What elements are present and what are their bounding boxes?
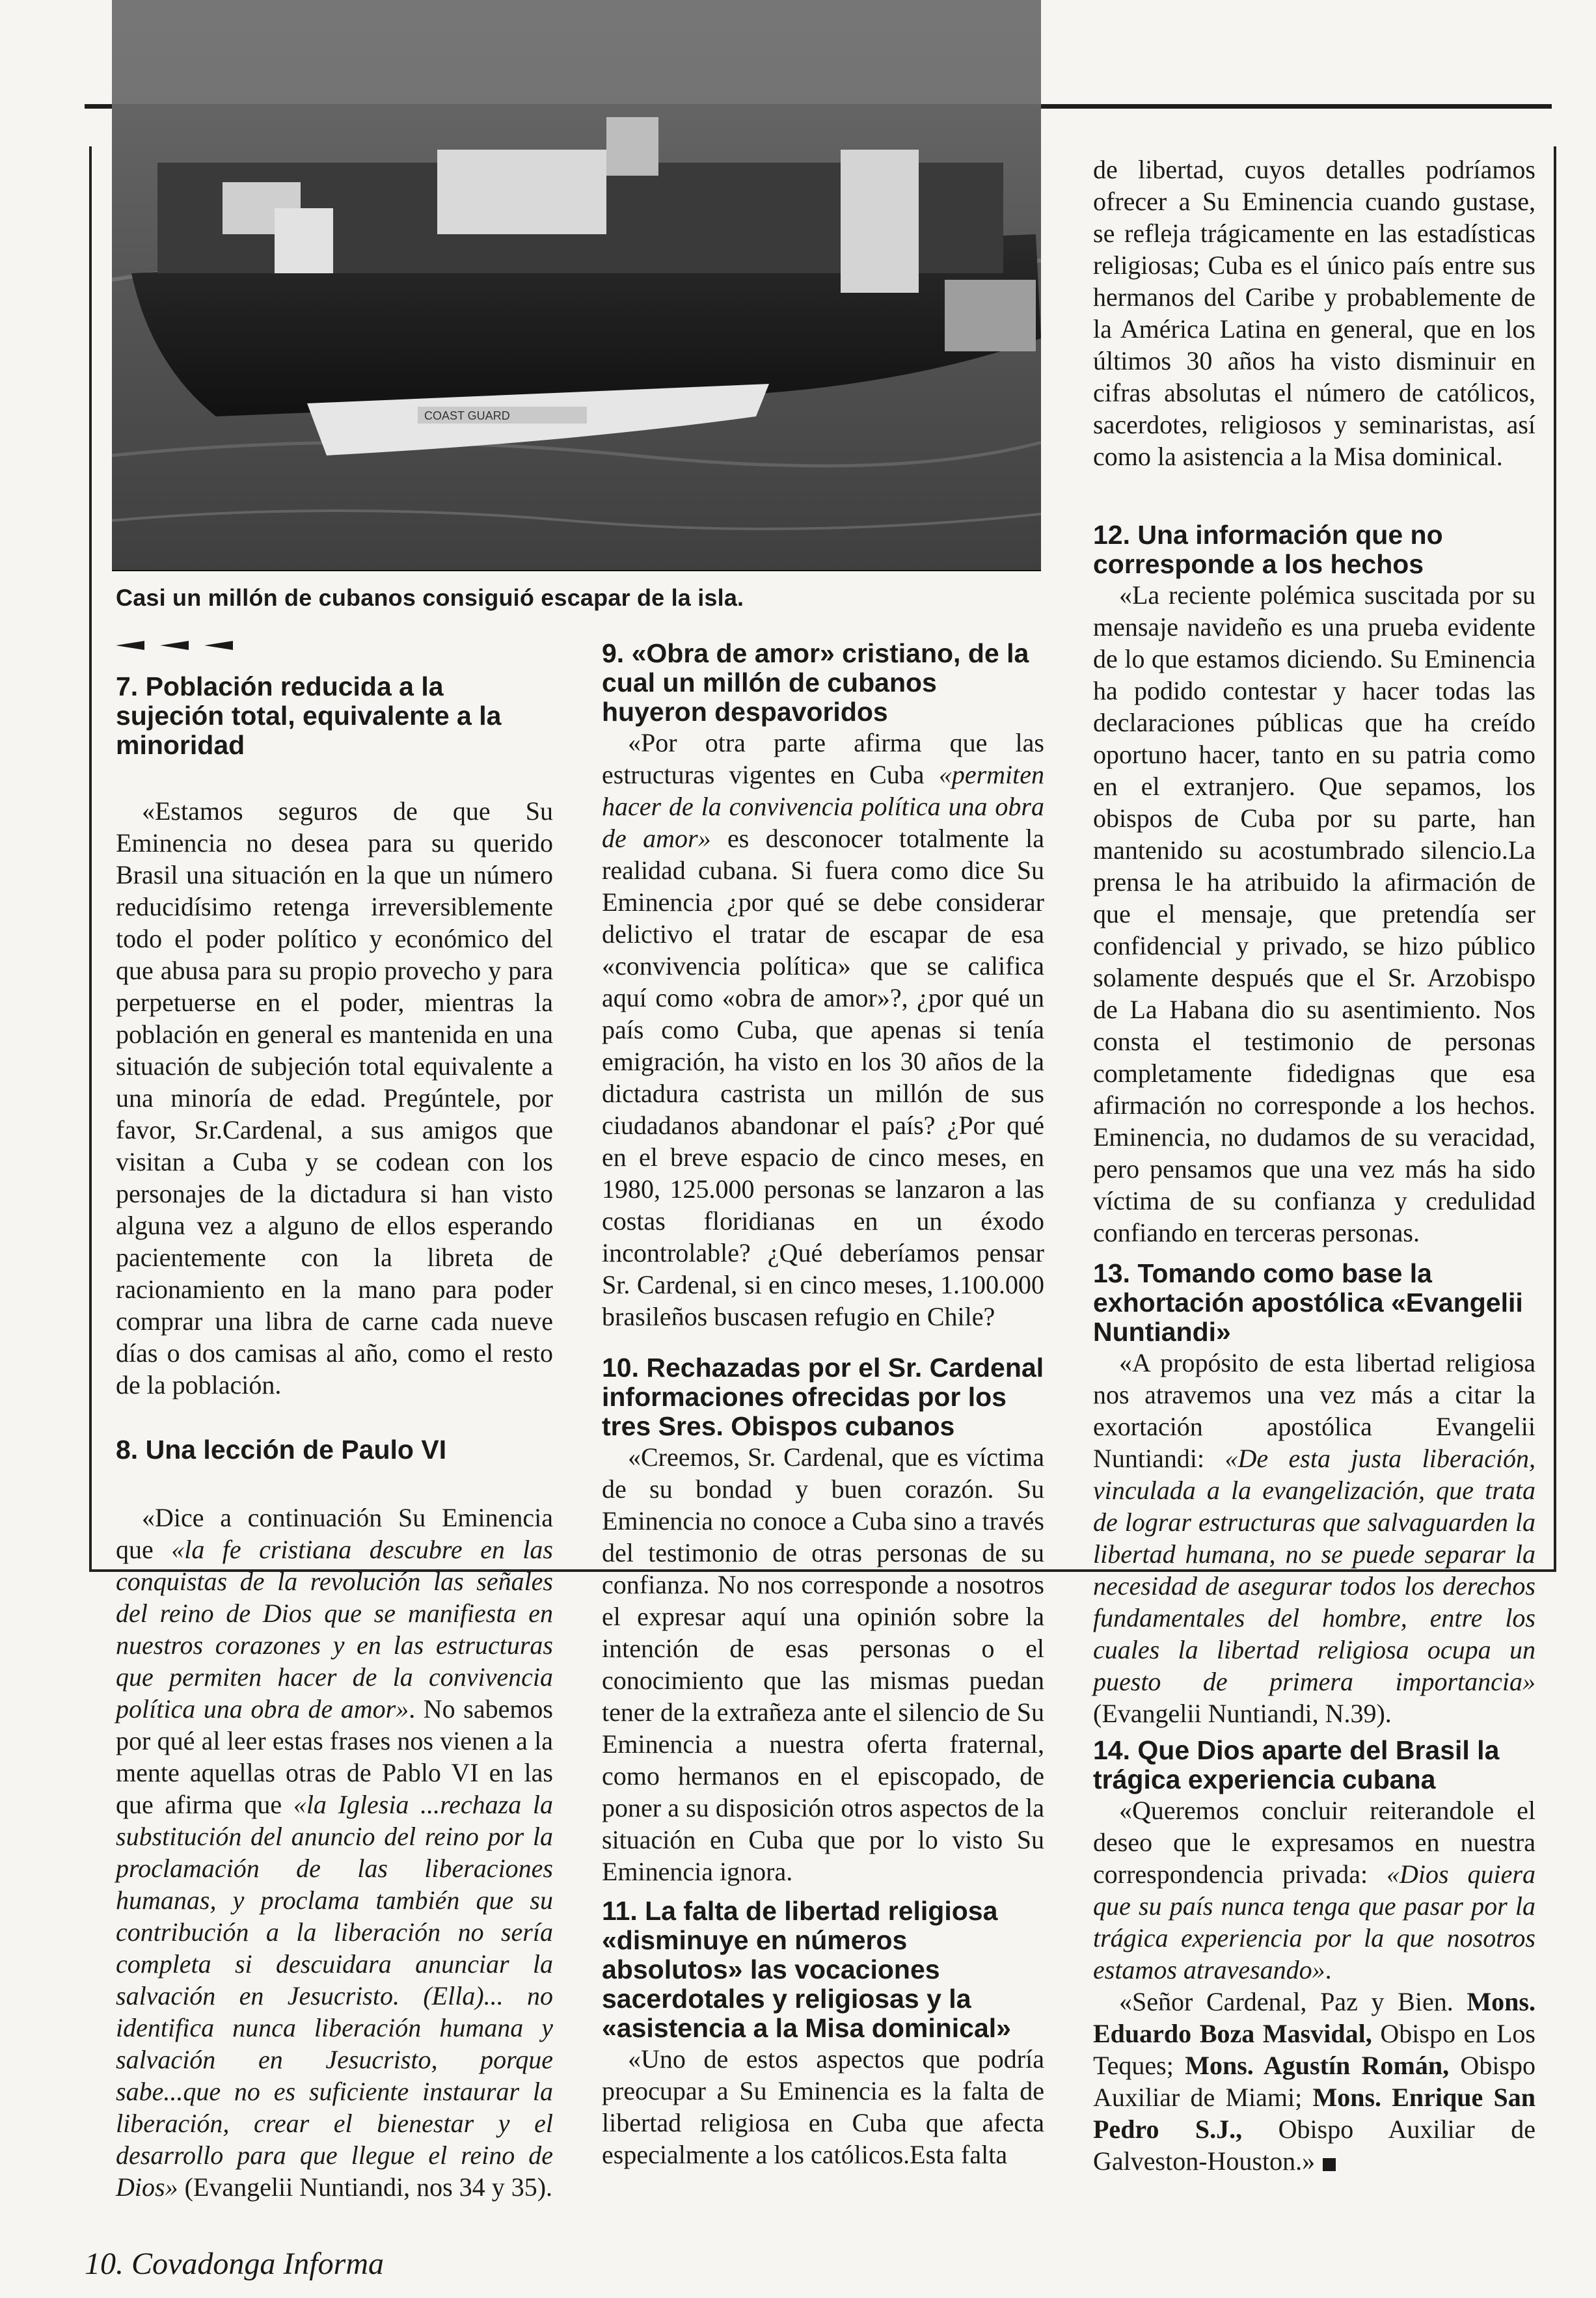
s13-text-a: «A propósito de esta libertad religiosa nos atravemos una vez más a citar la exortación apostólica Evangelii Nuntiandi: — [1093, 1348, 1535, 1473]
photo-illustration — [112, 0, 1041, 570]
section-8-title: 8. Una lección de Paulo VI — [116, 1435, 447, 1465]
signatory-3: Mons. Enrique San Pedro S.J., — [1093, 2083, 1535, 2144]
s8-text-a: «Dice a continuación Su Eminencia que — [116, 1503, 553, 1564]
section-10-paragraph: «Creemos, Sr. Cardenal, que es víctima de su bondad y buen corazón. Su Eminencia no conoce a Cuba sino a través del testimonio de otras personas de su confianza. No nos corresponde a nosotros el expresar aquí una opinión sobre la intención de esas personas o el conocimiento que las mismas puedan tener de la extrañeza ante el silencio de Su Eminencia a nuestra oferta fraternal, como hermanos en el episcopado, de poner a su disposición otros aspectos de la situación en Cuba que por lo visto Su Eminencia ignora. — [602, 1442, 1044, 1886]
section-11-continued — [1093, 154, 1535, 472]
coast-guard-label: COAST GUARD — [424, 409, 510, 422]
section-10 — [602, 1353, 1044, 1887]
s9-text-c: es desconocer totalmente la realidad cubana. Si fuera como dice Su Eminencia ¿por qué se debe considerar delictivo el tratar de escapar de esa «convivencia política» que se califica aquí como «obra de amor»?, ¿por qué un país como Cuba, que apenas si tenía emigración, ha visto en los 30 años de la dictadura castrista un millón de sus ciudadanos abandonar el país? ¿Por qué en el breve espacio de cinco meses, en 1980, 125.000 personas se lanzaron a las costas floridianas en un éxodo incontrolable? ¿Qué deberíamos pensar Sr. Cardenal, si en cinco meses, 1.100.000 brasileños buscasen refugio en Chile? — [602, 824, 1044, 1331]
page-number: 10. — [85, 2247, 124, 2281]
page-footer — [85, 2246, 384, 2282]
section-7-body — [116, 795, 553, 1401]
s8-quote-2: «la Iglesia ...rechaza la substitución del anuncio del reino por la proclamación de las liberaciones humanas, y proclama también que su contribución a la liberación no sería completa si descuidara anunciar la salvación en Jesucristo. (Ella)... no identifica nunca liberación humana y salvación en Jesucristo, porque sabe...que no es suficiente instaurar la liberación, crear el bienestar y el desarrollo para que llegue el reino de Dios» — [116, 1790, 553, 2202]
photo-caption: Casi un millón de cubanos consiguió escapar de la isla. — [116, 584, 744, 611]
s8-citation: (Evangelii Nuntiandi, nos 34 y 35). — [178, 2172, 553, 2202]
s8-quote-1: «la fe cristiana descubre en las conquistas de la revolución las señales del reino de Dios que se manifiesta en nuestros corazones y en las estructuras que permiten hacer de la convivencia política una obra de amor» — [116, 1535, 553, 1724]
section-9 — [602, 639, 1044, 1332]
section-13 — [1093, 1259, 1535, 1729]
section-12-title: 12. Una información que no corresponde a los hechos — [1093, 520, 1443, 579]
section-9-title: 9. «Obra de amor» cristiano, de la cual un millón de cubanos huyeron despavoridos — [602, 638, 1029, 727]
s14-text-a: «Queremos concluir reiterandole el deseo que le expresamos en nuestra correspondencia privada: — [1093, 1796, 1535, 1889]
section-14-paragraph — [1093, 1794, 1535, 1986]
section-12 — [1093, 520, 1535, 1249]
section-12-paragraph: «La reciente polémica suscitada por su mensaje navideño es una prueba evidente de lo que estamos diciendo. Su Eminencia ha podido contestar y hacer todas las declaraciones públicas que ha creído oportuno hacer, tanto en su patria como en el extranjero. Que sepamos, los obispos de Cuba por su parte, han mantenido su acostumbrado silencio.La prensa le ha atribuido la afirmación de que el mensaje, que pretendía ser confidencial y privado, se hizo público solamente después que el Sr. Arzobispo de La Habana dio su asentimiento. Nos consta el testimonio de personas completamente fidedignas que esa afirmación no corresponde a los hechos. Eminencia, no dudamos de su veracidad, pero pensamos que una vez más ha sido víctima de su confianza y credulidad confiando en terceras personas. — [1093, 580, 1535, 1247]
section-7-title: 7. Población reducida a la sujeción total, equivalente a la minoridad — [116, 671, 502, 760]
section-8 — [116, 1435, 553, 1465]
s9-quote: «permiten hacer de la convivencia política una obra de amor» — [602, 760, 1044, 853]
arrow-ornament-icon — [116, 638, 239, 653]
frame-right-rule — [1554, 146, 1556, 1571]
section-11-paragraph: «Uno de estos aspectos que podría preocupar a Su Eminencia es la falta de libertad religiosa en Cuba que afecta especialmente a los católicos.Esta falta — [602, 2044, 1044, 2169]
signatory-1: Mons. Eduardo Boza Masvidal, — [1093, 1987, 1535, 2048]
section-13-paragraph — [1093, 1347, 1535, 1729]
s14-quote: «Dios quiera que su país nunca tenga que pasar por la trágica experiencia por la que nosotros estamos atravesando» — [1093, 1859, 1535, 1984]
s13-quote: «De esta justa liberación, vinculada a la evangelización, que trata de lograr estructuras que salvaguarden la libertad humana, no se puede separar la necesidad de asegurar todos los derechos fundamentales del hombre, entre los cuales la libertad religiosa ocupa un puesto de primera importancia» — [1093, 1444, 1535, 1696]
section-14 — [1093, 1736, 1535, 2177]
section-7 — [116, 672, 553, 760]
s8-text-c: . No sabemos por qué al leer estas frases nos vienen a la mente aquellas otras de Pablo VI en las que afirma que — [116, 1694, 553, 1819]
section-9-paragraph — [602, 727, 1044, 1332]
signatory-2: Mons. Agustín Román, — [1185, 2051, 1450, 2080]
closing-greeting: «Señor Cardenal, Paz y Bien. — [1119, 1987, 1467, 2016]
signature-paragraph — [1093, 1986, 1535, 2177]
section-11 — [602, 1897, 1044, 2170]
section-11-continued-paragraph: de libertad, cuyos detalles podríamos ofrecer a Su Eminencia cuando gustase, se refleja trágicamente en las estadísticas religiosas; Cuba es el único país entre sus hermanos del Caribe y probablemente de la América Latina en general, que en los últimos 30 años ha visto disminuir en cifras absolutas el número de católicos, sacerdotes, religiosos y seminaristas, así como la asistencia a la Misa dominical. — [1093, 155, 1535, 471]
section-8-paragraph — [116, 1502, 553, 2203]
signatory-3-role: Obispo Auxiliar de Galveston-Houston.» — [1093, 2115, 1535, 2176]
section-8-body — [116, 1502, 553, 2203]
section-11-title: 11. La falta de libertad religiosa «disminuye en números absolutos» las vocaciones sacerdotales y religiosas y la «asistencia a la Misa dominical» — [602, 1896, 1011, 2043]
publication-name: Covadonga Informa — [131, 2247, 384, 2281]
section-7-paragraph: «Estamos seguros de que Su Eminencia no desea para su querido Brasil una situación en la que un número reducidísimo retenga irreversiblemente todo el poder político y económico del que abusa para su propio provecho y para perpetuerse en el poder, mientras la población en general es mantenida en una situación de subjeción total equivalente a una minoría de edad. Pregúntele, por favor, Sr.Cardenal, a sus amigos que visitan a Cuba y se codean con los personajes de la dictadura si han visto alguna vez a alguno de ellos esperando pacientemente con la libreta de racionamiento en la mano para poder comprar una libra de carne cada nueve días o dos camisas al año, como el resto de la población. — [116, 796, 553, 1399]
s13-citation: (Evangelii Nuntiandi, N.39). — [1093, 1699, 1392, 1728]
section-10-title: 10. Rechazadas por el Sr. Cardenal informaciones ofrecidas por los tres Sres. Obispos cubanos — [602, 1353, 1044, 1441]
s14-text-c: . — [1325, 1955, 1332, 1984]
signatory-2-role: Obispo Auxiliar de Miami; — [1093, 2051, 1535, 2112]
signatory-1-role: Obispo en Los Teques; — [1093, 2019, 1535, 2080]
section-13-title: 13. Tomando como base la exhortación apostólica «Evangelii Nuntiandi» — [1093, 1258, 1523, 1347]
s9-text-a: «Por otra parte afirma que las estructuras vigentes en Cuba — [602, 728, 1044, 789]
refugee-boat-photo — [112, 0, 1041, 571]
section-14-title: 14. Que Dios aparte del Brasil la trágica experiencia cubana — [1093, 1735, 1500, 1794]
frame-left-rule — [89, 146, 92, 1571]
end-square-icon — [1323, 2158, 1336, 2171]
